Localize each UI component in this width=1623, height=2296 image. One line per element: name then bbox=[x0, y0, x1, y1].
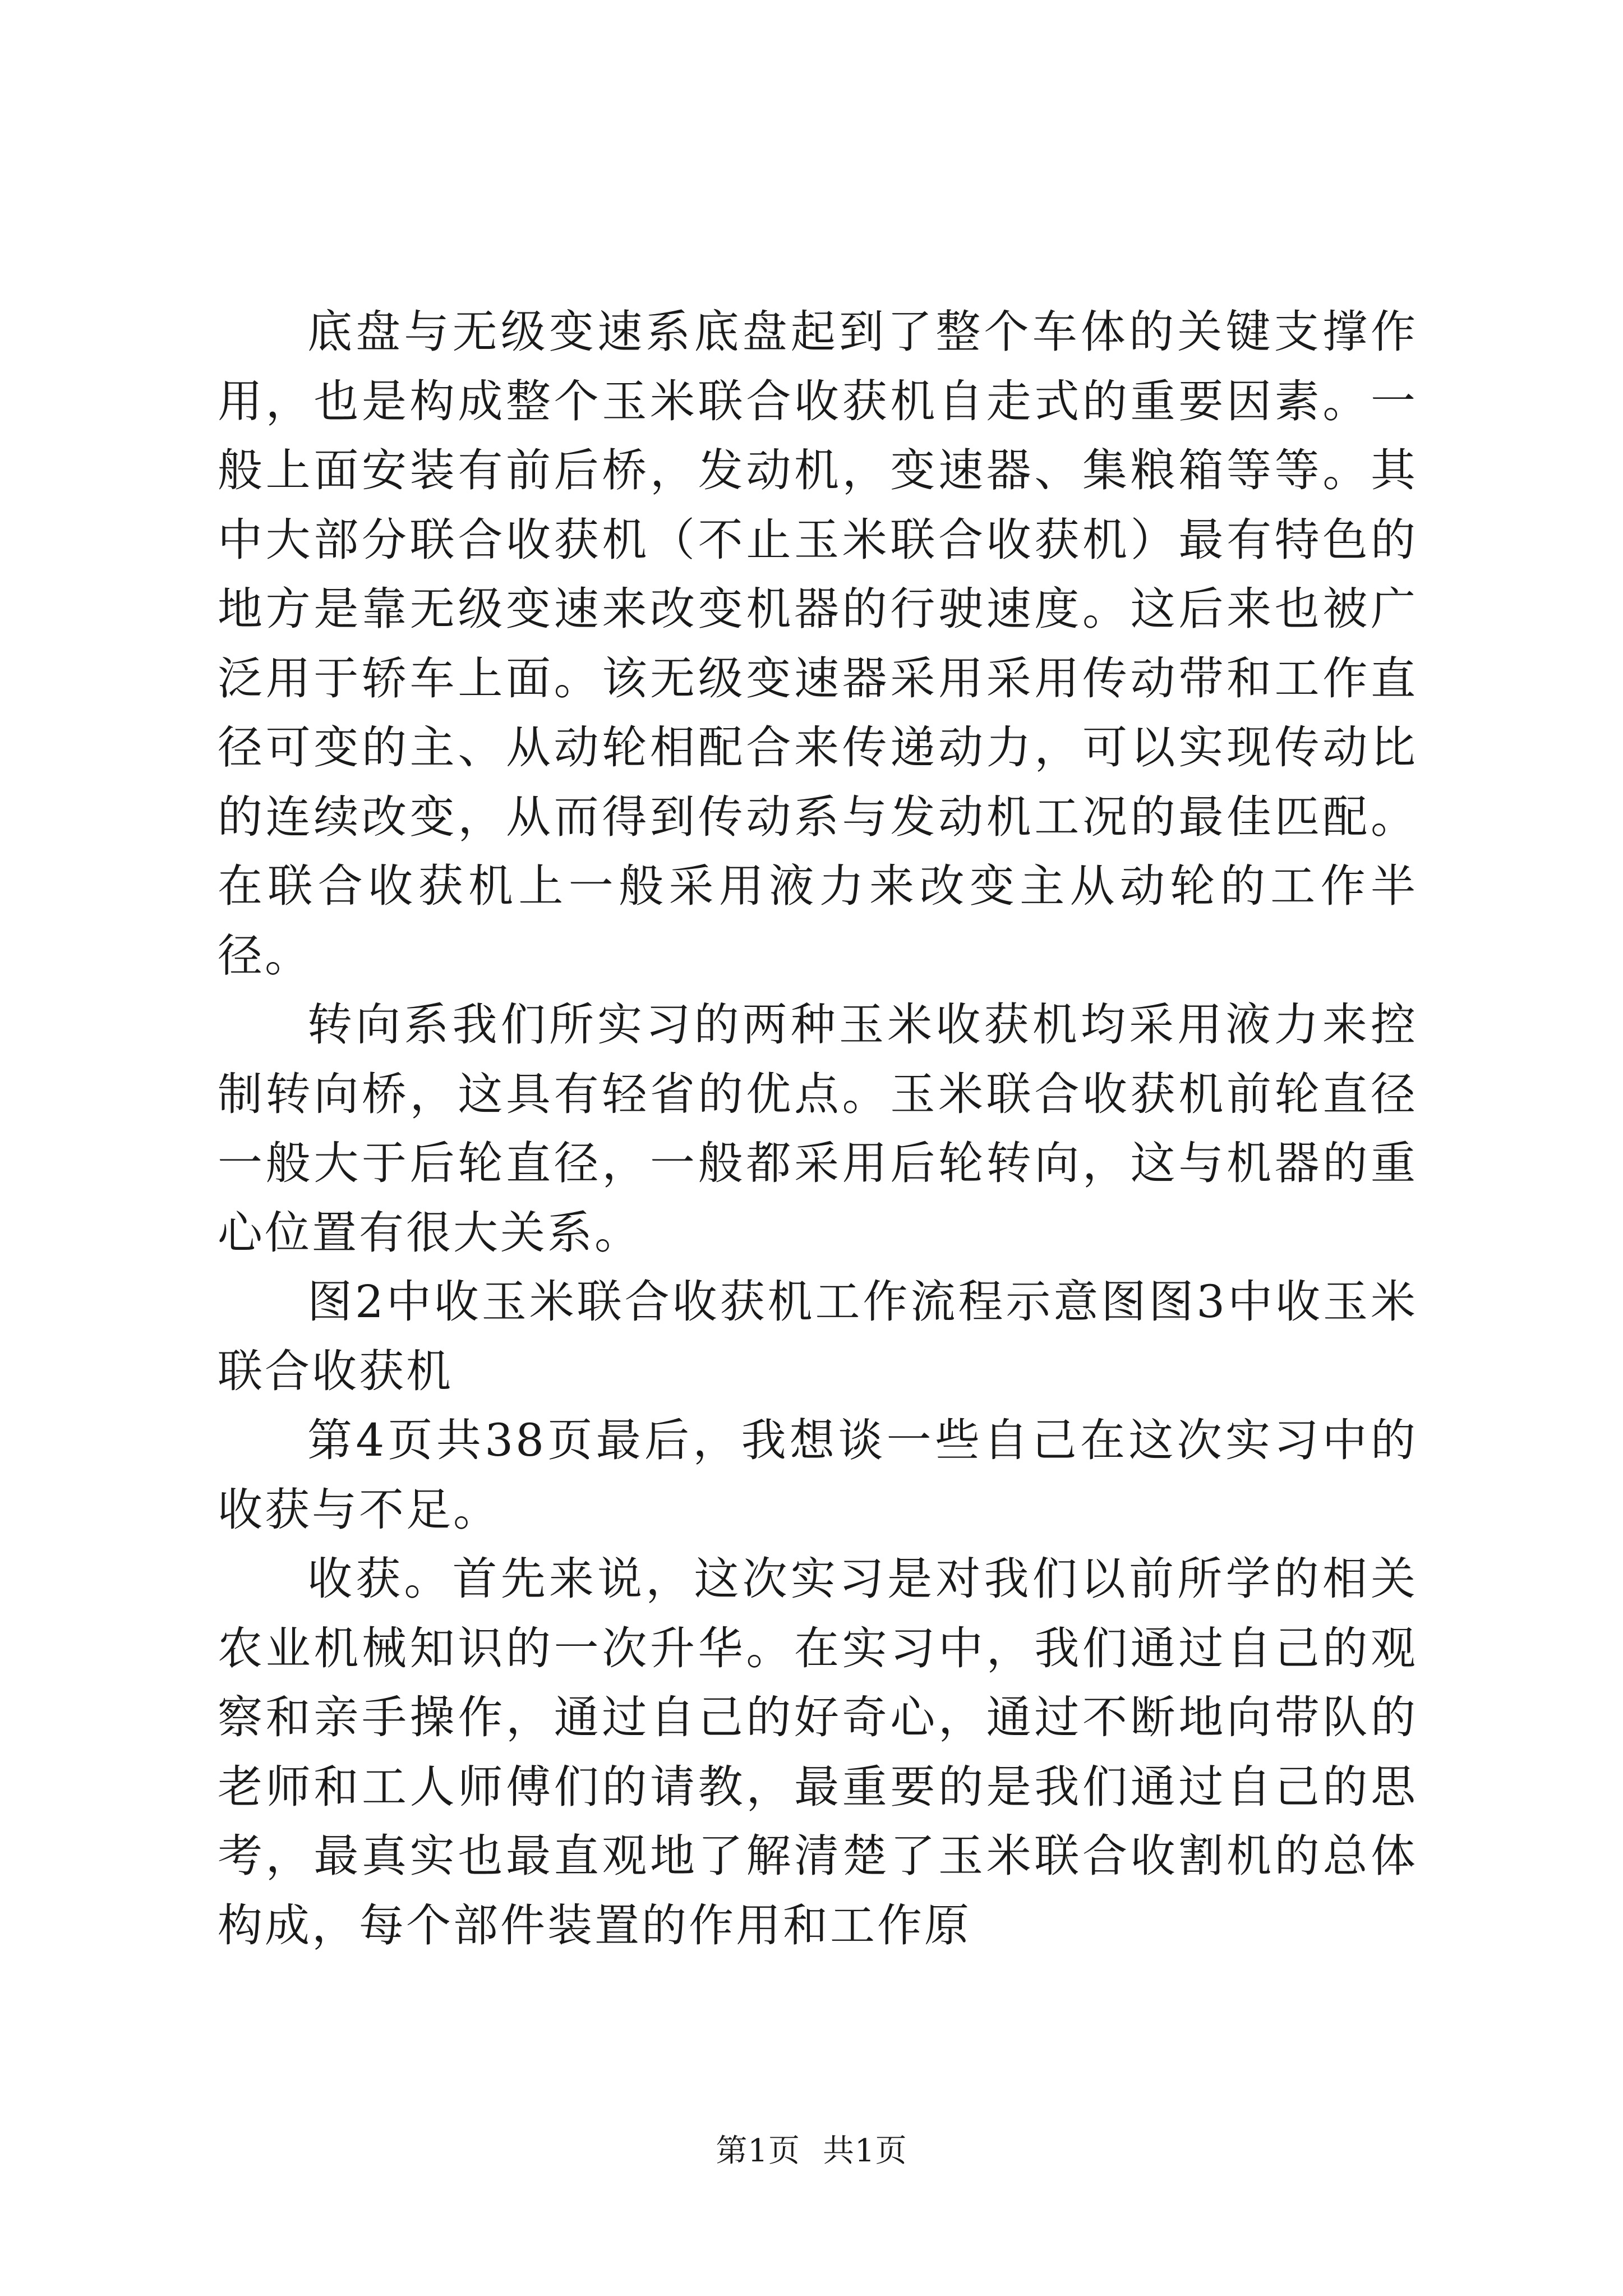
paragraph-page-note: 第4页共38页最后，我想谈一些自己在这次实习中的收获与不足。 bbox=[218, 1414, 1418, 1536]
paragraph-figure-caption: 图2中收玉米联合收获机工作流程示意图图3中收玉米联合收获机 bbox=[218, 1276, 1418, 1397]
footer-total-pages: 共1页 bbox=[823, 2133, 907, 2169]
paragraph-steering: 转向系我们所实习的两种玉米收获机均采用液力来控制转向桥，这具有轻省的优点。玉米联合收获机前轮直径一般大于后轮直径，一般都采用后轮转向，这与机器的重心位置有很大关系。 bbox=[218, 999, 1418, 1259]
document-body bbox=[218, 297, 1418, 1960]
footer-page-number: 第1页 bbox=[716, 2133, 800, 2169]
paragraph-chassis: 底盘与无级变速系底盘起到了整个车体的关键支撑作用，也是构成整个玉米联合收获机自走式的重要因素。一般上面安装有前后桥，发动机，变速器、集粮箱等等。其中大部分联合收获机（不止玉米联合收获机）最有特色的地方是靠无级变速来改变机器的行驶速度。这后来也被广泛用于轿车上面。该无级变速器采用采用传动带和工作直径可变的主、从动轮相配合来传递动力，可以实现传动比的连续改变，从而得到传动系与发动机工况的最佳匹配。在联合收获机上一般采用液力来改变主从动轮的工作半径。 bbox=[218, 306, 1418, 982]
page-footer bbox=[0, 2132, 1623, 2171]
paragraph-gains: 收获。首先来说，这次实习是对我们以前所学的相关农业机械知识的一次升华。在实习中，我们通过自己的观察和亲手操作，通过自己的好奇心，通过不断地向带队的老师和工人师傅们的请教，最重要的是我们通过自己的思考，最真实也最直观地了解清楚了玉米联合收割机的总体构成，每个部件装置的作用和工作原 bbox=[218, 1553, 1418, 1952]
